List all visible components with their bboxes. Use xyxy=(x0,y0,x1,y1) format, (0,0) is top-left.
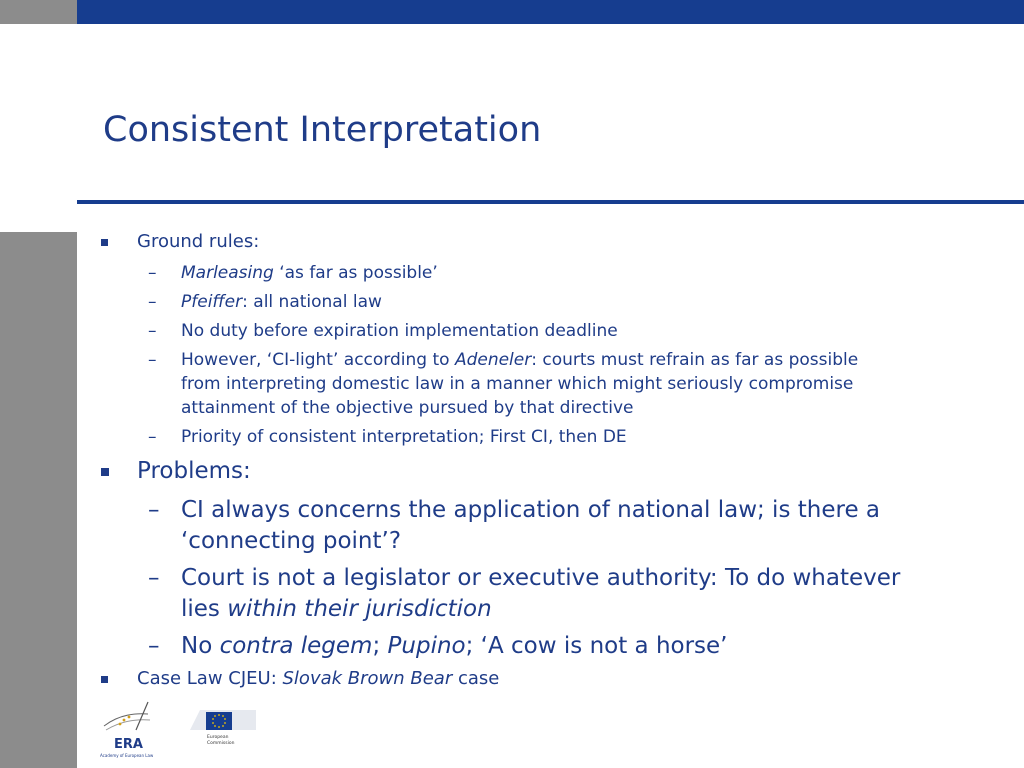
item-text: lies xyxy=(181,596,228,622)
case-name: Pfeiffer xyxy=(181,292,243,312)
slide-title: Consistent Interpretation xyxy=(103,110,542,150)
emphasis: within their jurisdiction xyxy=(227,596,492,622)
item-however-line1 xyxy=(181,350,858,370)
item-court-line2 xyxy=(181,596,492,622)
item-ground-rules: Ground rules: xyxy=(137,231,260,252)
item-no-duty: No duty before expiration implementation deadline xyxy=(181,321,618,341)
era-logo-subtitle: Academy of European Law xyxy=(100,753,154,758)
item-ci-always-line2: ‘connecting point’? xyxy=(181,528,402,554)
dash: – xyxy=(148,350,157,370)
item-court-line1: Court is not a legislator or executive authority: To do whatever xyxy=(181,565,901,591)
emphasis: contra legem xyxy=(219,633,373,659)
item-priority: Priority of consistent interpretation; First CI, then DE xyxy=(181,427,627,447)
logos xyxy=(96,700,276,760)
item-text: No xyxy=(181,633,220,659)
bullet-square xyxy=(101,468,109,476)
item-ci-always-line1: CI always concerns the application of national law; is there a xyxy=(181,497,880,523)
bullet-square xyxy=(101,239,108,246)
item-text: : courts must refrain as far as possible xyxy=(531,350,859,370)
case-name: Adeneler xyxy=(454,350,532,370)
item-text: case xyxy=(452,668,500,689)
item-problems: Problems: xyxy=(137,458,251,484)
dash: – xyxy=(148,321,157,341)
bullet-square xyxy=(101,676,108,683)
item-text: Case Law CJEU: xyxy=(137,668,283,689)
item-marleasing xyxy=(181,263,438,283)
dash: – xyxy=(148,292,157,312)
dash: – xyxy=(148,565,160,591)
dash: – xyxy=(148,497,160,523)
era-logo xyxy=(100,702,154,758)
item-text: However, ‘CI-light’ according to xyxy=(181,350,455,370)
case-name: Pupino xyxy=(387,633,466,659)
era-logo-text: ERA xyxy=(114,737,143,752)
dash: – xyxy=(148,427,157,447)
dash: – xyxy=(148,633,160,659)
case-name: Marleasing xyxy=(181,263,274,283)
item-however-line2: from interpreting domestic law in a manner which might seriously compromise xyxy=(181,374,854,394)
item-however-line3: attainment of the objective pursued by that directive xyxy=(181,398,634,418)
ec-logo-line1: European xyxy=(207,735,229,740)
item-case-law xyxy=(137,668,499,689)
ec-logo-line2: Commission xyxy=(207,741,235,746)
case-name: Slovak Brown Bear xyxy=(282,668,453,689)
european-commission-logo xyxy=(190,710,256,746)
dash: – xyxy=(148,263,157,283)
item-text: ; xyxy=(372,633,388,659)
item-text: ‘as far as possible’ xyxy=(273,263,438,283)
item-text: : all national law xyxy=(242,292,382,312)
item-no-contra-legem xyxy=(181,633,728,659)
item-text: ; ‘A cow is not a horse’ xyxy=(465,633,728,659)
item-pfeiffer xyxy=(181,292,382,312)
